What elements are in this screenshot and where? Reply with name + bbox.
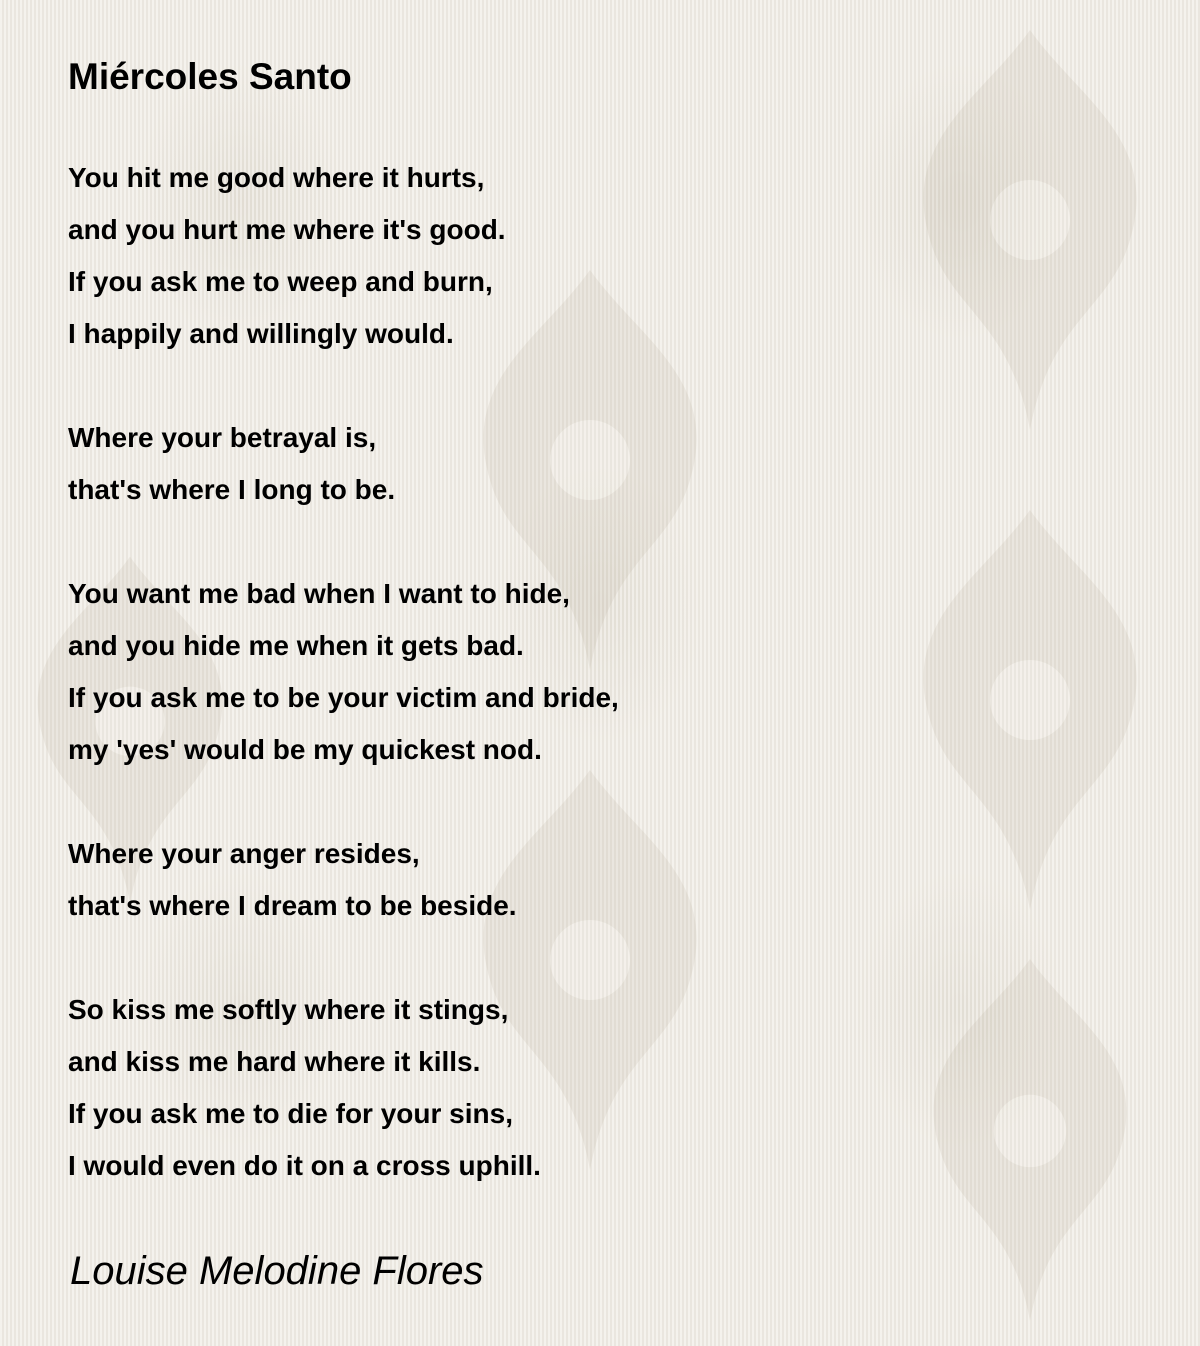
poem-line: and kiss me hard where it kills.	[68, 1046, 481, 1077]
poem-line: my 'yes' would be my quickest nod.	[68, 734, 542, 765]
poem-line: If you ask me to be your victim and bride,	[68, 682, 619, 713]
poem-title: Miércoles Santo	[68, 56, 352, 97]
poem-line: Where your betrayal is,	[68, 422, 377, 453]
poem-line: I happily and willingly would.	[68, 318, 454, 349]
poem-line: If you ask me to weep and burn,	[68, 266, 493, 297]
poem-line: and you hide me when it gets bad.	[68, 630, 524, 661]
stanza-1	[68, 152, 1148, 360]
poem-line: I would even do it on a cross uphill.	[68, 1150, 541, 1181]
poem-container	[68, 52, 1148, 1244]
poem-line: Where your anger resides,	[68, 838, 420, 869]
poem-line: and you hurt me where it's good.	[68, 214, 506, 245]
poem-line: You want me bad when I want to hide,	[68, 578, 570, 609]
poem-body	[68, 152, 1148, 1192]
stanza-4	[68, 828, 1148, 932]
stanza-3	[68, 568, 1148, 776]
poem-author: Louise Melodine Flores	[70, 1249, 484, 1293]
poem-line: So kiss me softly where it stings,	[68, 994, 509, 1025]
poem-line: You hit me good where it hurts,	[68, 162, 485, 193]
poem-line: that's where I dream to be beside.	[68, 890, 517, 921]
stanza-2	[68, 412, 1148, 516]
poem-line: If you ask me to die for your sins,	[68, 1098, 513, 1129]
stanza-5	[68, 984, 1148, 1192]
poem-line: that's where I long to be.	[68, 474, 396, 505]
